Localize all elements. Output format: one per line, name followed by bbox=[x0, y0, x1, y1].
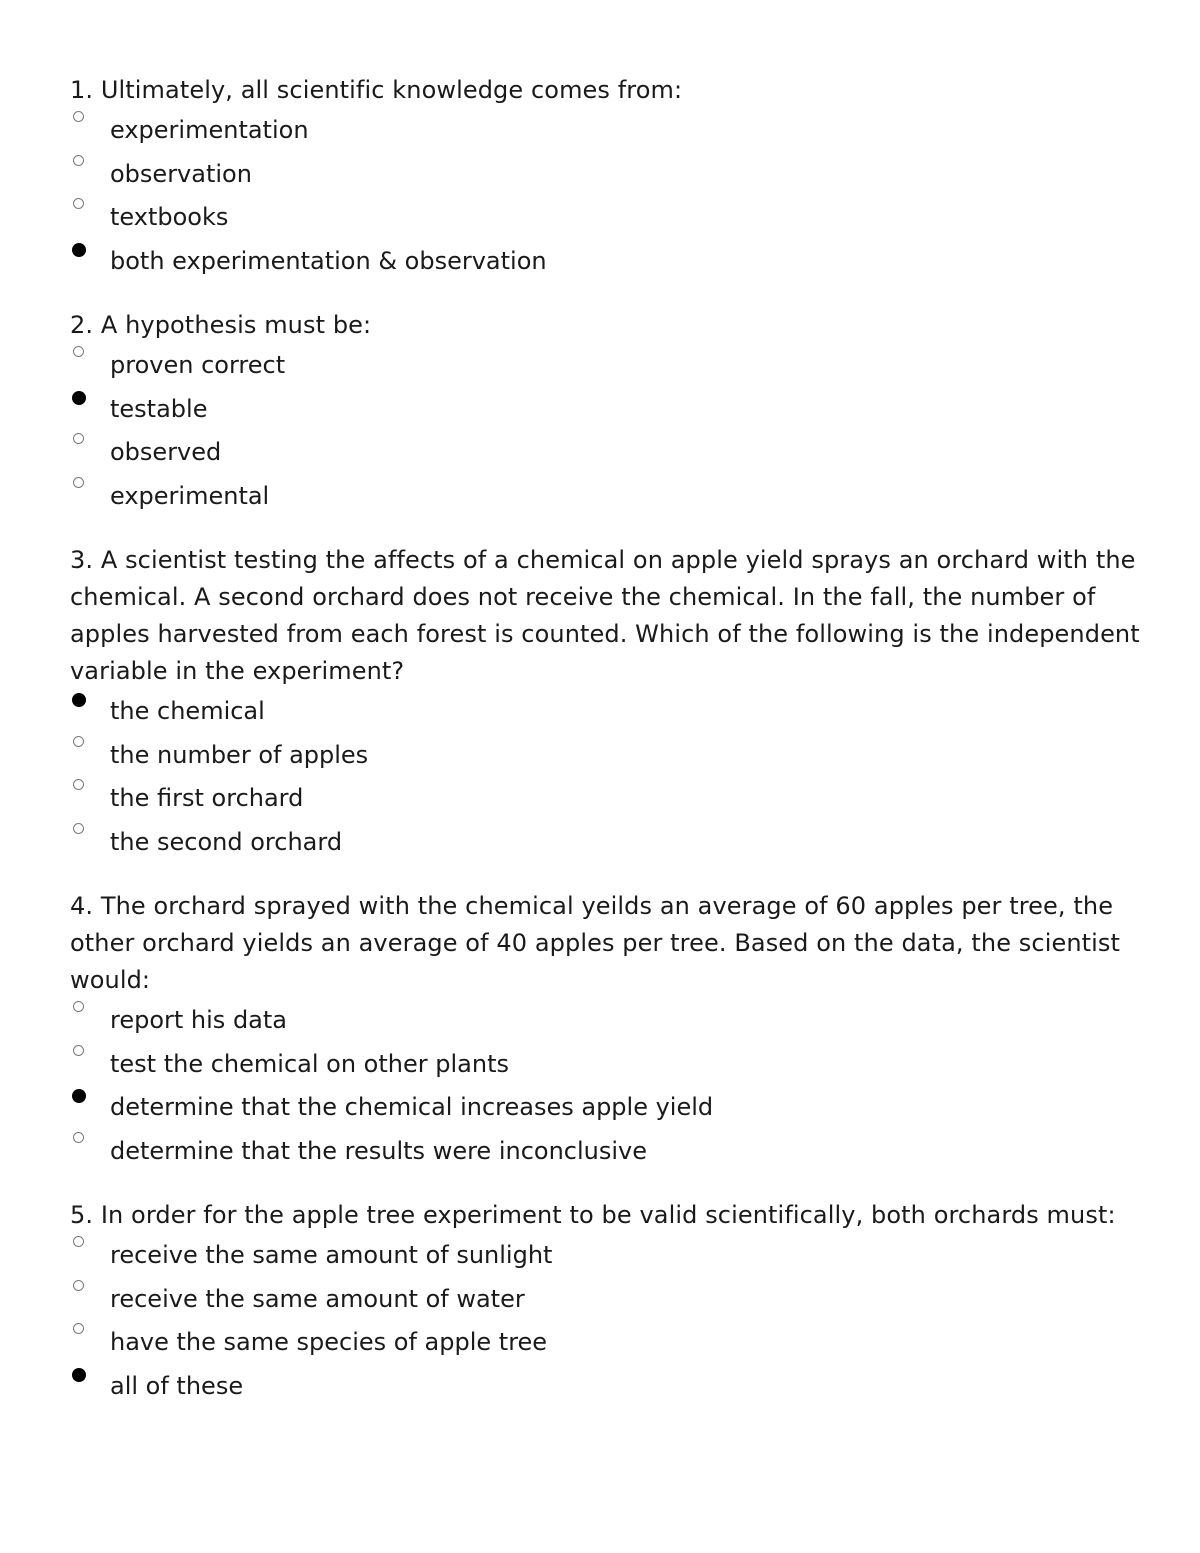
answer-option[interactable] bbox=[70, 242, 1140, 286]
option-label: determine that the chemical increases apple yield bbox=[110, 1093, 714, 1121]
answer-option[interactable] bbox=[70, 1323, 1140, 1367]
answer-option[interactable] bbox=[70, 1367, 1140, 1411]
radio-button[interactable] bbox=[73, 1323, 84, 1334]
radio-button[interactable] bbox=[73, 779, 84, 790]
radio-button[interactable] bbox=[73, 1001, 84, 1012]
answer-option[interactable] bbox=[70, 433, 1140, 477]
radio-button[interactable] bbox=[73, 823, 84, 834]
option-label: the chemical bbox=[110, 697, 265, 725]
radio-button[interactable] bbox=[72, 693, 86, 707]
option-label: observation bbox=[110, 159, 252, 188]
radio-button[interactable] bbox=[73, 433, 84, 444]
question-text: 4. The orchard sprayed with the chemical yeilds an average of 60 apples per tree, the other orchard yields an average of 40 apples per tree. Based on the data, the scientist would: bbox=[70, 892, 1121, 994]
option-label: both experimentation & observation bbox=[110, 246, 547, 275]
answer-options bbox=[70, 692, 1140, 866]
radio-button[interactable] bbox=[72, 1368, 86, 1382]
answer-option[interactable] bbox=[70, 823, 1140, 867]
answer-option[interactable] bbox=[70, 1088, 1140, 1132]
question-4 bbox=[70, 888, 1140, 1175]
radio-button[interactable] bbox=[73, 1236, 84, 1247]
radio-button[interactable] bbox=[72, 391, 86, 405]
answer-option[interactable] bbox=[70, 111, 1140, 155]
radio-button[interactable] bbox=[73, 346, 84, 357]
answer-options bbox=[70, 1236, 1140, 1410]
question-text: 5. In order for the apple tree experiment to be valid scientifically, both orchards must: bbox=[70, 1201, 1116, 1229]
radio-button[interactable] bbox=[73, 198, 84, 209]
answer-option[interactable] bbox=[70, 1132, 1140, 1176]
quiz-document bbox=[70, 72, 1140, 1432]
radio-button[interactable] bbox=[73, 736, 84, 747]
answer-options bbox=[70, 346, 1140, 520]
question-5 bbox=[70, 1197, 1140, 1410]
answer-option[interactable] bbox=[70, 477, 1140, 521]
option-label: the first orchard bbox=[110, 784, 304, 812]
option-label: determine that the results were inconclusive bbox=[110, 1136, 647, 1165]
answer-option[interactable] bbox=[70, 198, 1140, 242]
question-text: 1. Ultimately, all scientific knowledge comes from: bbox=[70, 76, 683, 104]
answer-option[interactable] bbox=[70, 692, 1140, 736]
option-label: textbooks bbox=[110, 203, 229, 231]
question-text: 2. A hypothesis must be: bbox=[70, 311, 372, 339]
option-label: observed bbox=[110, 438, 222, 466]
option-label: have the same species of apple tree bbox=[110, 1328, 548, 1356]
answer-options bbox=[70, 111, 1140, 285]
radio-button[interactable] bbox=[73, 477, 84, 488]
answer-option[interactable] bbox=[70, 1001, 1140, 1045]
answer-option[interactable] bbox=[70, 155, 1140, 199]
radio-button[interactable] bbox=[72, 243, 86, 257]
radio-button[interactable] bbox=[73, 111, 84, 122]
option-label: all of these bbox=[110, 1371, 244, 1400]
option-label: testable bbox=[110, 394, 208, 423]
answer-option[interactable] bbox=[70, 736, 1140, 780]
option-label: receive the same amount of sunlight bbox=[110, 1241, 553, 1269]
radio-button[interactable] bbox=[73, 1045, 84, 1056]
option-label: experimental bbox=[110, 481, 270, 510]
option-label: report his data bbox=[110, 1006, 287, 1034]
answer-option[interactable] bbox=[70, 779, 1140, 823]
answer-option[interactable] bbox=[70, 390, 1140, 434]
answer-option[interactable] bbox=[70, 1236, 1140, 1280]
option-label: experimentation bbox=[110, 116, 309, 144]
question-3 bbox=[70, 542, 1140, 866]
question-2 bbox=[70, 307, 1140, 520]
answer-options bbox=[70, 1001, 1140, 1175]
option-label: receive the same amount of water bbox=[110, 1284, 525, 1313]
radio-button[interactable] bbox=[73, 1280, 84, 1291]
question-1 bbox=[70, 72, 1140, 285]
option-label: proven correct bbox=[110, 351, 286, 379]
answer-option[interactable] bbox=[70, 1045, 1140, 1089]
radio-button[interactable] bbox=[73, 1132, 84, 1143]
radio-button[interactable] bbox=[73, 155, 84, 166]
option-label: the second orchard bbox=[110, 827, 343, 856]
radio-button[interactable] bbox=[72, 1089, 86, 1103]
answer-option[interactable] bbox=[70, 346, 1140, 390]
answer-option[interactable] bbox=[70, 1280, 1140, 1324]
option-label: test the chemical on other plants bbox=[110, 1049, 509, 1078]
option-label: the number of apples bbox=[110, 740, 369, 769]
question-text: 3. A scientist testing the affects of a chemical on apple yield sprays an orchard with the chemical. A second orchard does not receive the chemical. In the fall, the number of apples harvested from each forest is counted. Which of the following is the independent variable in the experiment? bbox=[70, 546, 1140, 685]
